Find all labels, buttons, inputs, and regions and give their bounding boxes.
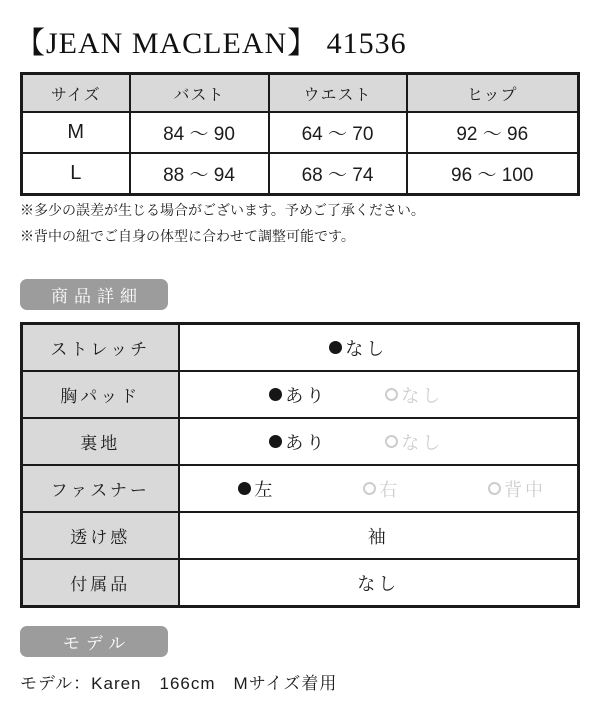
- radio-unselected-icon: [488, 482, 501, 495]
- detail-label: 胸パッド: [22, 371, 179, 418]
- detail-row-zipper: [22, 465, 579, 512]
- size-table-header-waist: ウエスト: [269, 74, 407, 113]
- detail-label: 裏地: [22, 418, 179, 465]
- size-table-header-hip: ヒップ: [407, 74, 579, 113]
- product-detail-table: [20, 322, 580, 608]
- radio-unselected-icon: [385, 435, 398, 448]
- option-label: なし: [401, 432, 444, 453]
- detail-value: [179, 324, 579, 372]
- radio-selected-icon: [238, 482, 251, 495]
- disclaimer-notes: [20, 197, 425, 249]
- option-selected: [329, 335, 387, 361]
- option-unselected: [385, 429, 443, 455]
- detail-value: なし: [179, 559, 579, 607]
- option-label: あり: [285, 432, 328, 453]
- option-label: 右: [379, 479, 401, 500]
- size-table: [20, 72, 580, 196]
- detail-row-accessories: [22, 559, 579, 607]
- size-table-row-m: [22, 112, 579, 153]
- page-title: 【JEAN MACLEAN】 41536: [15, 27, 407, 60]
- option-label: なし: [401, 385, 444, 406]
- option-selected: [269, 429, 327, 455]
- detail-label: 付属品: [22, 559, 179, 607]
- option-selected: [269, 382, 327, 408]
- detail-value: [179, 371, 579, 418]
- option-selected: [238, 476, 275, 502]
- note-line: ※背中の紐でご自身の体型に合わせて調整可能です。: [20, 228, 355, 244]
- size-table-row-l: [22, 153, 579, 195]
- size-cell: L: [22, 153, 130, 195]
- size-cell: M: [22, 112, 130, 153]
- detail-row-lining: [22, 418, 579, 465]
- option-label: なし: [345, 338, 388, 359]
- option-unselected: [385, 382, 443, 408]
- note-line: ※多少の誤差が生じる場合がございます。予めご了承ください。: [20, 202, 425, 218]
- hip-cell: 96 ～ 100: [407, 153, 579, 195]
- option-label: あり: [285, 385, 328, 406]
- section-badge-model: モデル: [20, 626, 168, 657]
- detail-row-stretch: [22, 324, 579, 372]
- detail-value: [179, 465, 579, 512]
- option-label: 背中: [504, 479, 547, 500]
- bust-cell: 88 ～ 94: [130, 153, 269, 195]
- option-label: 左: [254, 479, 276, 500]
- detail-row-chest-pad: [22, 371, 579, 418]
- size-table-header-size: サイズ: [22, 74, 130, 113]
- detail-value: 袖: [179, 512, 579, 559]
- radio-unselected-icon: [385, 388, 398, 401]
- radio-selected-icon: [269, 435, 282, 448]
- radio-unselected-icon: [363, 482, 376, 495]
- detail-value: [179, 418, 579, 465]
- size-table-header-row: [22, 74, 579, 113]
- detail-row-sheerness: [22, 512, 579, 559]
- hip-cell: 92 ～ 96: [407, 112, 579, 153]
- detail-label: 透け感: [22, 512, 179, 559]
- detail-label: ストレッチ: [22, 324, 179, 372]
- detail-label: ファスナー: [22, 465, 179, 512]
- section-badge-product-details: 商品詳細: [20, 279, 168, 310]
- radio-selected-icon: [329, 341, 342, 354]
- option-unselected: [488, 476, 546, 502]
- bust-cell: 84 ～ 90: [130, 112, 269, 153]
- waist-cell: 68 ～ 74: [269, 153, 407, 195]
- size-table-header-bust: バスト: [130, 74, 269, 113]
- radio-selected-icon: [269, 388, 282, 401]
- model-info-line: モデル：Karen 166cm Mサイズ着用: [20, 674, 338, 693]
- option-unselected: [363, 476, 400, 502]
- waist-cell: 64 ～ 70: [269, 112, 407, 153]
